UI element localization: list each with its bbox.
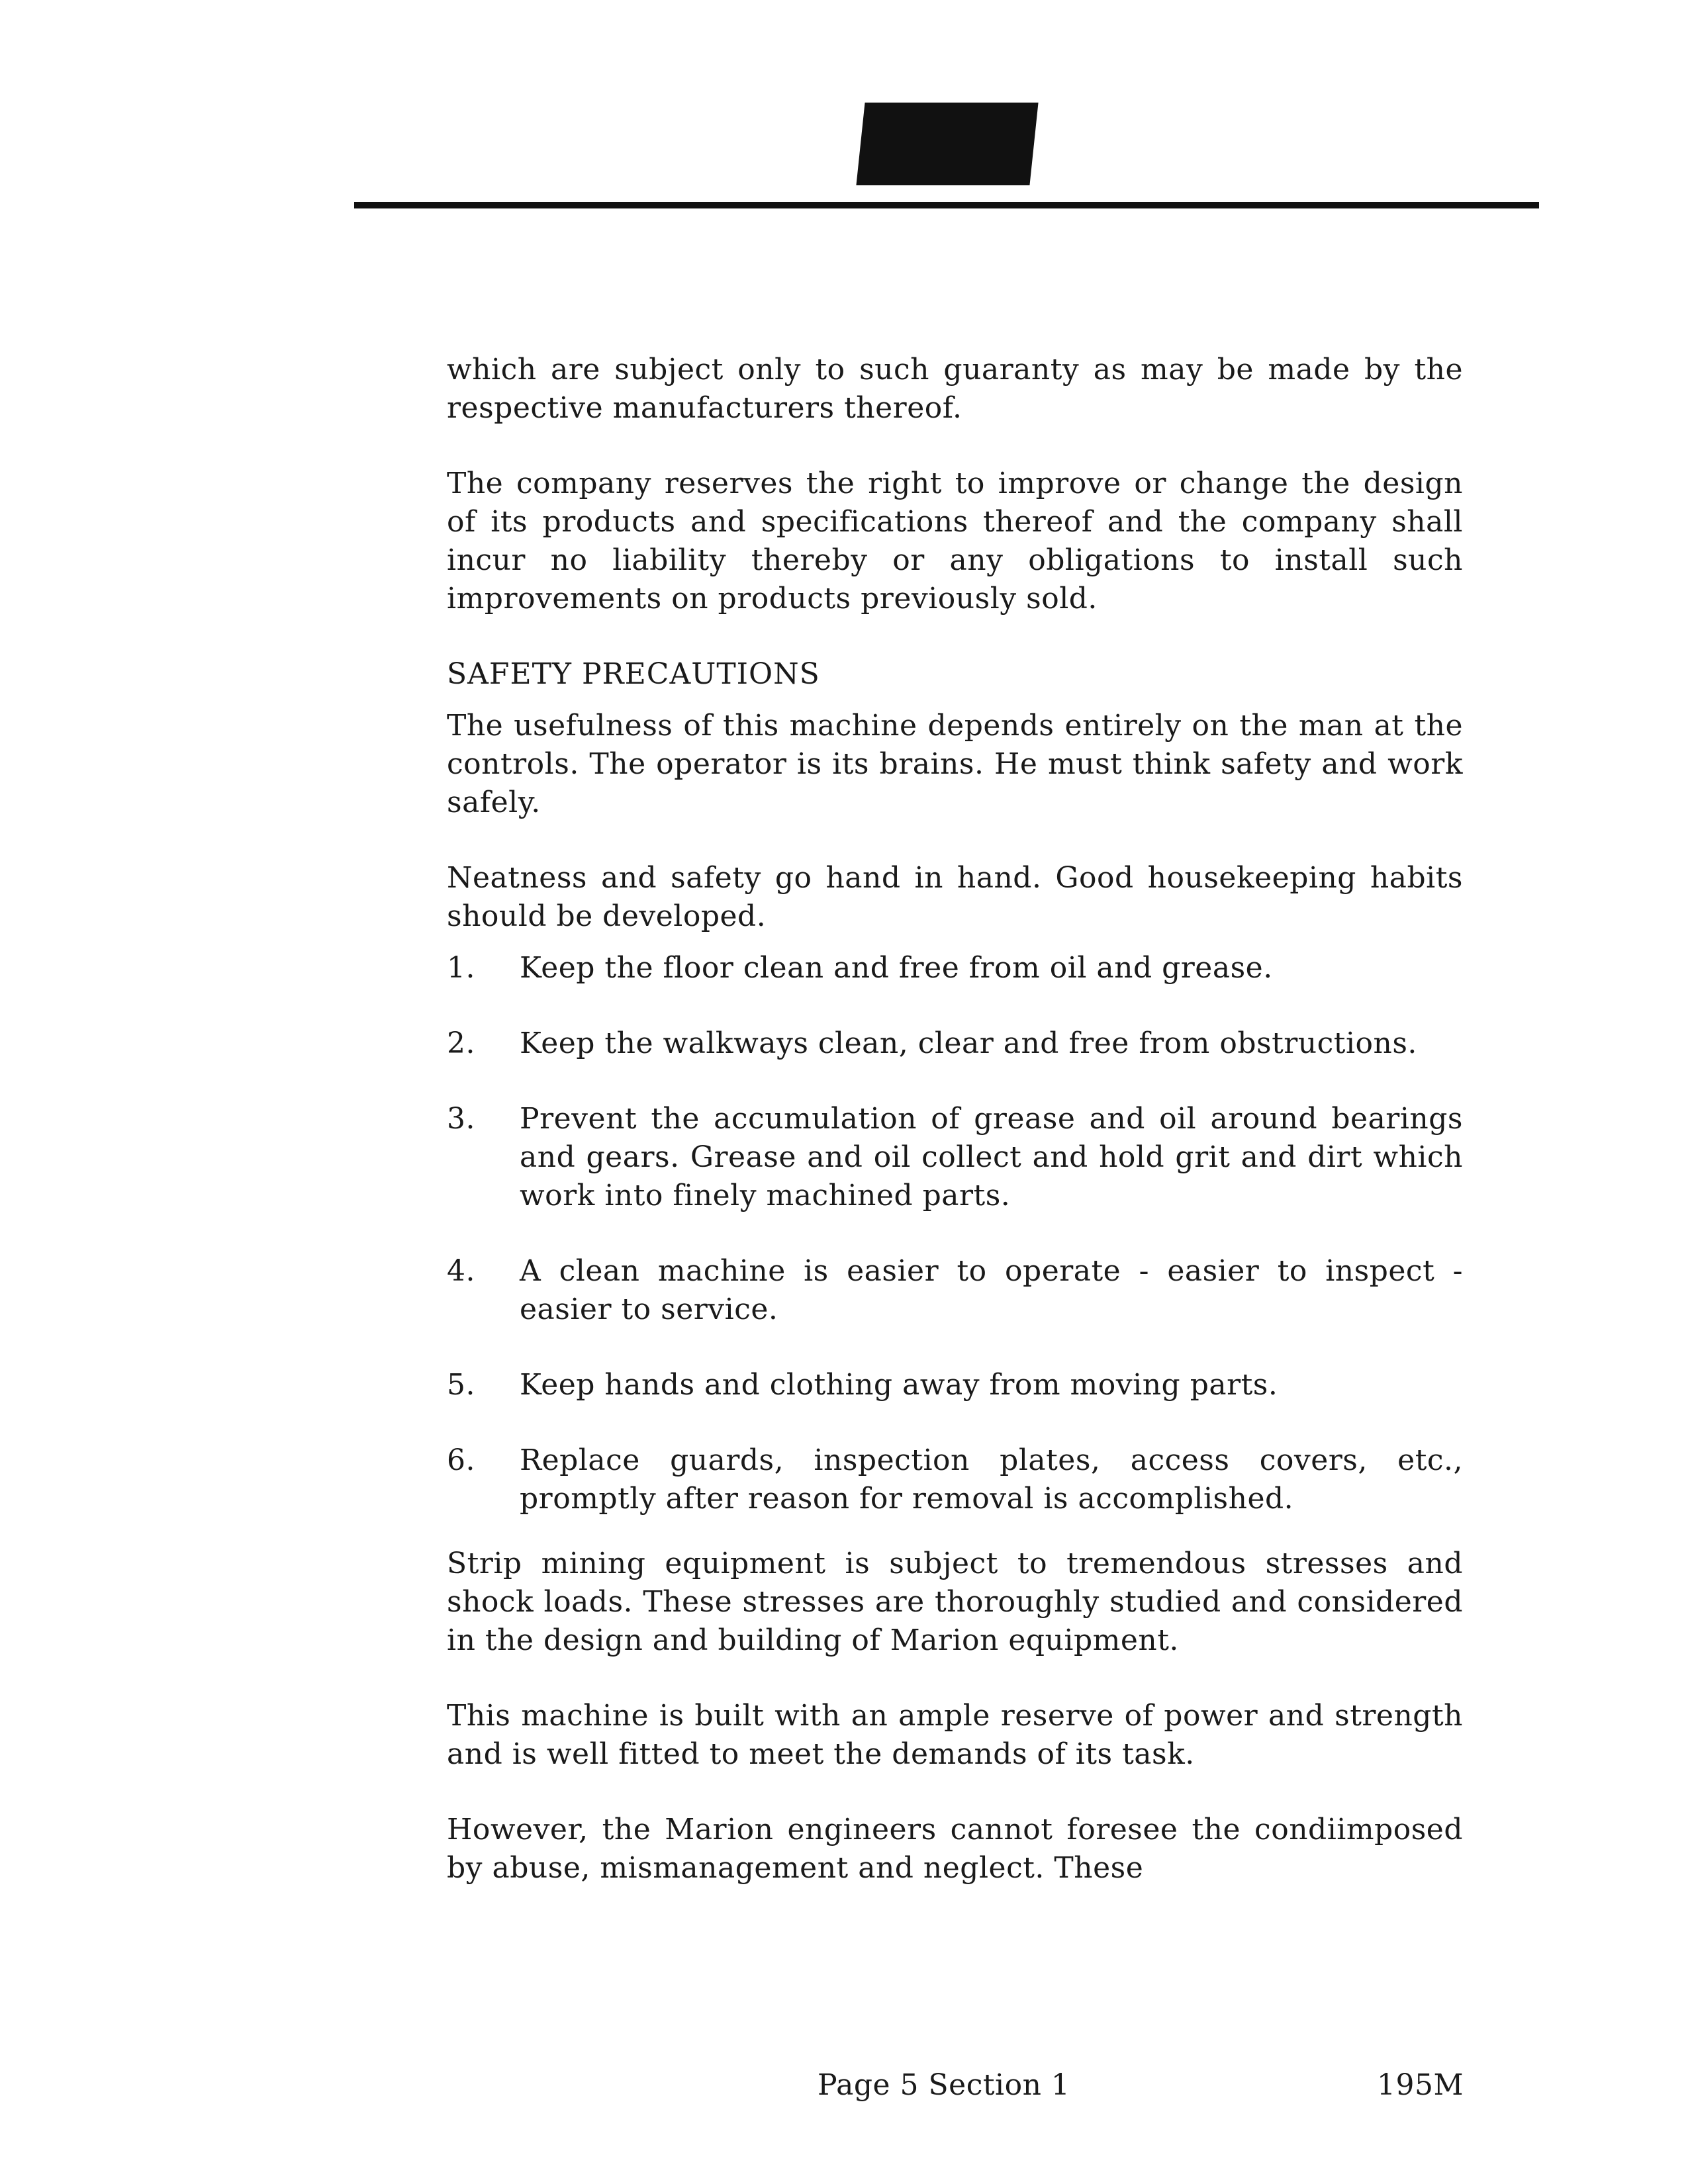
list-item-text: Keep the floor clean and free from oil and grease. [520, 951, 1273, 985]
list-item-text: Prevent the accumulation of grease and oil around bearings and gears. Grease and oil collect and hold grit and dirt which work into finely machined parts. [520, 1102, 1463, 1212]
list-item [447, 1366, 1463, 1404]
paragraph-neatness: Neatness and safety go hand in hand. Good housekeeping habits should be developed. [447, 861, 1463, 933]
paragraph-guaranty: which are subject only to such guaranty as may be made by the respective manufacturers thereof. [447, 353, 1463, 425]
list-item-text: Keep the walkways clean, clear and free from obstructions. [520, 1026, 1417, 1060]
safety-list [447, 949, 1463, 1518]
list-item-text: A clean machine is easier to operate - easier to inspect - easier to service. [520, 1254, 1463, 1326]
list-item-number: 5. [447, 1368, 475, 1402]
marion-logo-icon [856, 103, 1038, 185]
list-item-number: 4. [447, 1254, 475, 1288]
document-code: 195M [1377, 2068, 1464, 2102]
page-number: Page 5 Section 1 [818, 2068, 1070, 2102]
section-heading: SAFETY PRECAUTIONS [447, 657, 820, 691]
list-item [447, 1252, 1463, 1329]
list-item [447, 1100, 1463, 1215]
list-item [447, 1441, 1463, 1518]
paragraph-abuse: However, the Marion engineers cannot foresee the condiimposed by abuse, mismanagement and neglect. These [447, 1813, 1463, 1885]
list-item-number: 3. [447, 1102, 475, 1136]
paragraph-reserve-power: This machine is built with an ample reserve of power and strength and is well fitted to meet the demands of its task. [447, 1699, 1463, 1771]
list-item-number: 1. [447, 951, 475, 985]
header-rule [354, 202, 1539, 208]
paragraph-design-changes: The company reserves the right to improve or change the design of its products and specifications thereof and the company shall incur no liability thereby or any obligations to install such improvements on products previously sold. [447, 467, 1463, 615]
list-item-text: Keep hands and clothing away from moving parts. [520, 1368, 1278, 1402]
list-item-number: 2. [447, 1026, 475, 1060]
paragraph-operator: The usefulness of this machine depends entirely on the man at the controls. The operator is its brains. He must think safety and work safely. [447, 709, 1463, 819]
list-item [447, 949, 1463, 987]
list-item-text: Replace guards, inspection plates, access covers, etc., promptly after reason for removal is accomplished. [520, 1443, 1463, 1516]
list-item [447, 1024, 1463, 1063]
paragraph-stresses: Strip mining equipment is subject to tremendous stresses and shock loads. These stresses are thoroughly studied and considered in the design and building of Marion equipment. [447, 1547, 1463, 1657]
document-body [447, 351, 1463, 1925]
list-item-number: 6. [447, 1443, 475, 1477]
